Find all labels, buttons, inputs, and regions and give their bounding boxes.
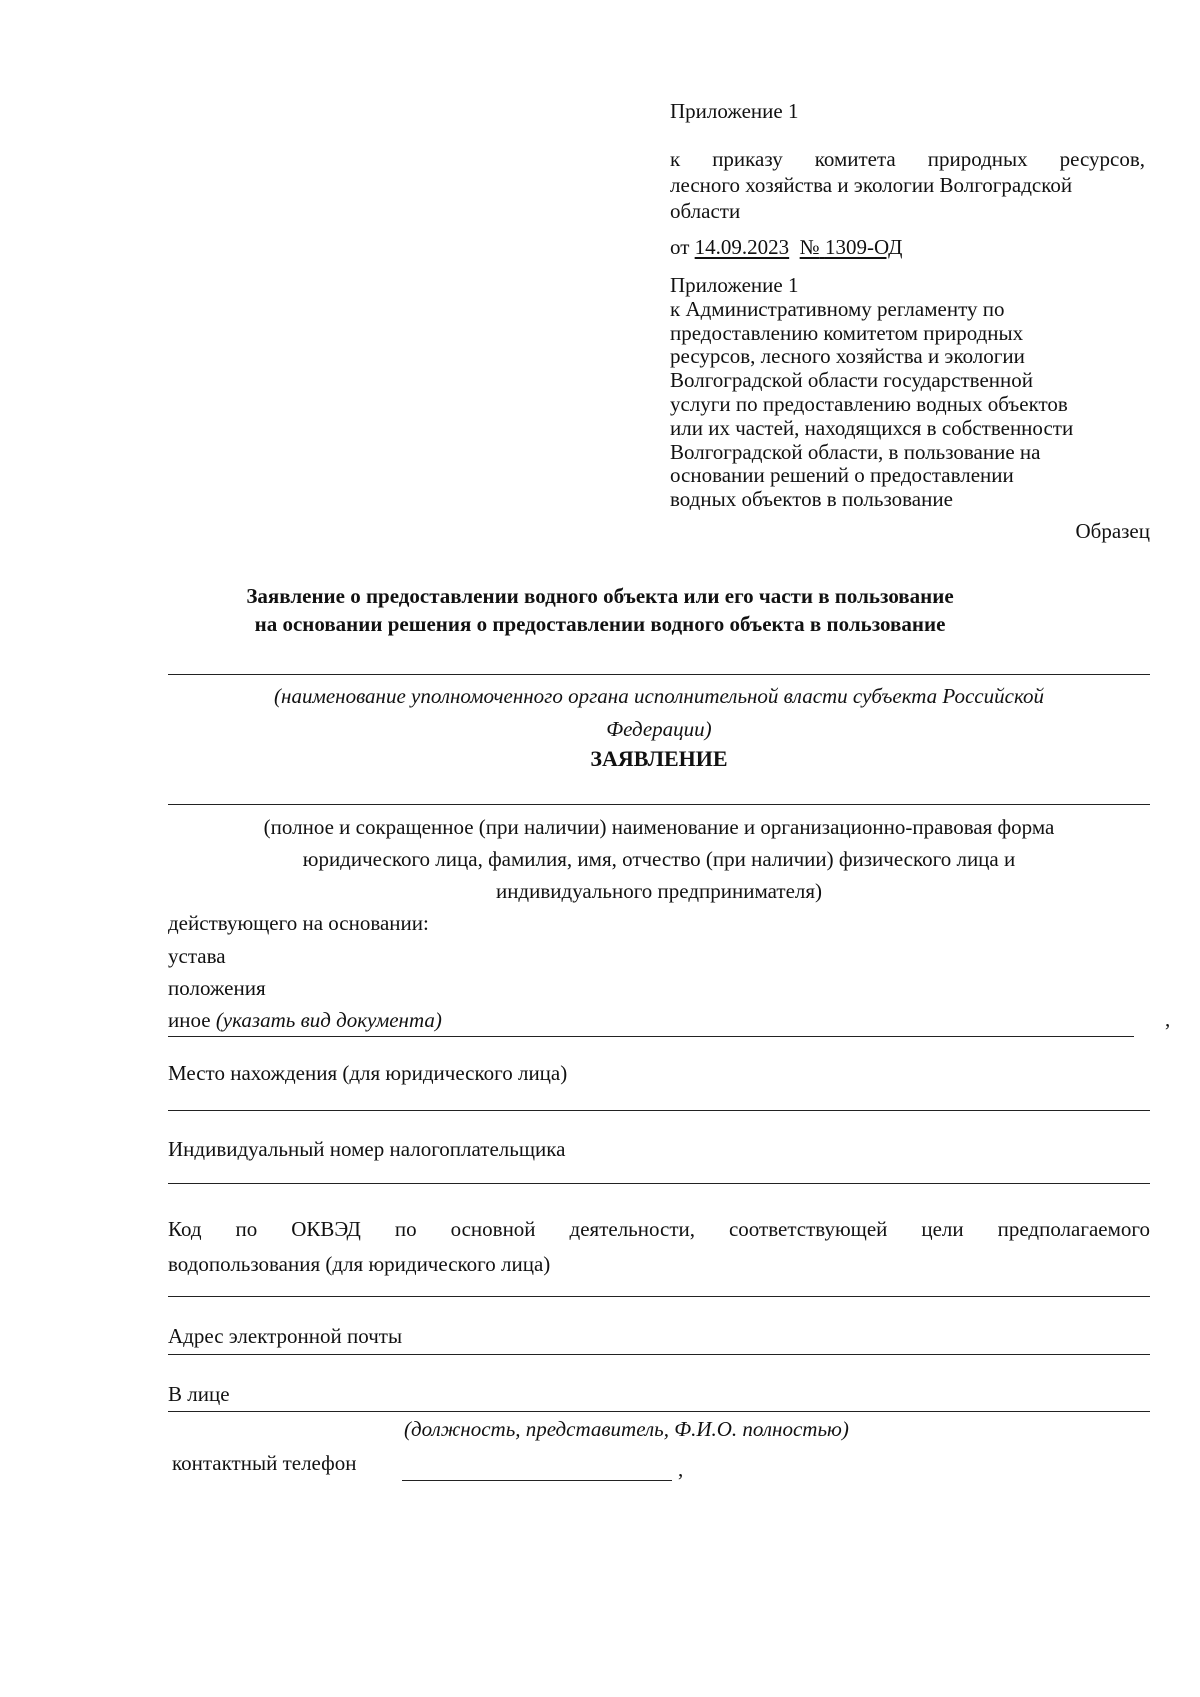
regulation-line: или их частей, находящихся в собственности <box>670 415 1074 440</box>
order-reference <box>670 146 1145 224</box>
order-text-line-2: лесного хозяйства и экологии Волгоградской <box>670 173 1073 197</box>
number-prefix: № <box>799 235 820 259</box>
order-text-line-1: к приказу комитета природных ресурсов, <box>670 147 1145 171</box>
phone-trailing-comma: , <box>678 1457 684 1481</box>
authority-hint <box>168 680 1150 746</box>
applicant-hint-line-2: юридического лица, фамилия, имя, отчество (при наличии) физического лица и <box>302 847 1016 871</box>
basis-other-prefix: иное <box>168 1008 211 1032</box>
basis-label: действующего на основании: <box>168 911 429 935</box>
order-text-line-3: области <box>670 199 741 223</box>
sample-label: Образец <box>1075 519 1150 543</box>
location-label: Место нахождения (для юридического лица) <box>168 1061 568 1085</box>
statement-heading: ЗАЯВЛЕНИЕ <box>590 746 728 771</box>
document-title <box>150 582 1050 638</box>
okved-line-1: Код по ОКВЭД по основной деятельности, соответствующей цели предполагаемого <box>168 1217 1150 1241</box>
regulation-line: предоставлению комитетом природных <box>670 320 1024 345</box>
basis-option-charter[interactable]: устава <box>168 944 226 968</box>
regulation-appendix-label: Приложение 1 <box>670 273 799 297</box>
inn-field[interactable] <box>168 1183 1150 1184</box>
appendix-label: Приложение 1 <box>670 99 799 123</box>
applicant-hint-line-3: индивидуального предпринимателя) <box>495 879 823 903</box>
title-line-1: Заявление о предоставлении водного объекта или его части в пользование <box>246 584 954 608</box>
basis-option-regulation[interactable]: положения <box>168 976 266 1000</box>
regulation-line: Волгоградской области, в пользование на <box>670 439 1041 464</box>
authority-field[interactable] <box>168 674 1150 675</box>
basis-other-hint: (указать вид документа) <box>215 1008 442 1032</box>
date-prefix: от <box>670 235 690 259</box>
order-number: 1309-ОД <box>824 235 903 259</box>
inn-label: Индивидуальный номер налогоплательщика <box>168 1137 566 1161</box>
okved-field[interactable] <box>168 1296 1150 1297</box>
regulation-line: основании решений о предоставлении <box>670 463 1014 488</box>
phone-field[interactable] <box>402 1480 672 1481</box>
applicant-hint-line-1: (полное и сокращенное (при наличии) наименование и организационно-правовая форма <box>263 815 1055 839</box>
regulation-reference <box>670 274 1150 512</box>
email-label: Адрес электронной почты <box>168 1324 403 1348</box>
applicant-name-field[interactable] <box>168 804 1150 805</box>
order-date-number <box>670 234 902 260</box>
regulation-line: водных объектов в пользование <box>670 487 953 512</box>
order-date: 14.09.2023 <box>694 235 790 259</box>
location-field[interactable] <box>168 1110 1150 1111</box>
basis-other-field[interactable] <box>168 1036 1134 1037</box>
okved-line-2: водопользования (для юридического лица) <box>168 1252 551 1276</box>
basis-trailing-comma: , <box>1165 1007 1171 1031</box>
phone-label: контактный телефон <box>172 1451 357 1475</box>
authority-hint-line-2: Федерации) <box>606 717 712 741</box>
person-hint: (должность, представитель, Ф.И.О. полностью) <box>404 1417 849 1441</box>
regulation-line: к Административному регламенту по <box>670 296 1005 321</box>
person-field[interactable] <box>168 1411 1150 1412</box>
authority-hint-line-1: (наименование уполномоченного органа исполнительной власти субъекта Российской <box>274 684 1044 708</box>
regulation-line: Волгоградской области государственной <box>670 368 1033 393</box>
basis-option-other[interactable] <box>168 1007 442 1033</box>
person-label: В лице <box>168 1382 230 1406</box>
title-line-2: на основании решения о предоставлении водного объекта в пользование <box>254 612 946 636</box>
regulation-line: услуги по предоставлению водных объектов <box>670 391 1068 416</box>
email-field[interactable] <box>168 1354 1150 1355</box>
regulation-line: ресурсов, лесного хозяйства и экологии <box>670 344 1025 369</box>
applicant-hint <box>168 811 1150 907</box>
okved-label <box>168 1212 1150 1282</box>
